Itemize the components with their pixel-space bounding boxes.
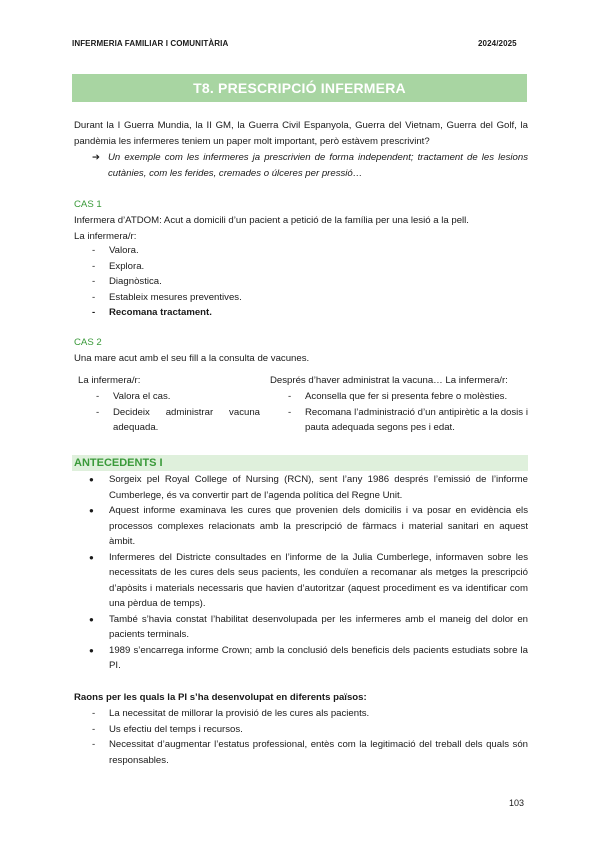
list-item: - Aconsella que fer si presenta febre o molèsties. — [270, 389, 528, 405]
list-item: ● També s’havia constat l’habilitat desenvolupada per les infermeres amb el maneig del dolor en pacients terminals. — [74, 612, 528, 643]
list-item: - Recomana l’administració d’un antipirètic a la dosis i pauta adequada segons pes i edat. — [270, 405, 528, 436]
list-item: - Valora el cas. — [78, 389, 260, 405]
raons-list — [74, 706, 528, 768]
list-item: ● Infermeres del Districte consultades en l’informe de la Julia Cumberlege, informaven sobre les necessitats de les cures dels seus pacients, les conduïen a recomanar als metges la prescripció d’apòsits i materials necessaris que havien d’autoritzar (aquest procediment es va identificar com una pèrdua de temps). — [74, 550, 528, 612]
page-title: T8. PRESCRIPCIÓ INFERMERA — [193, 80, 406, 96]
list-item: ● 1989 s’encarrega informe Crown; amb la conclusió dels beneficis dels pacients estudiats sobre la PI. — [74, 643, 528, 674]
list-item: ● Sorgeix pel Royal College of Nursing (RCN), sent l’any 1986 després l’emissió de l’informe Cumberlege, és va convertir part de l’agenda política del Regne Unit. — [74, 472, 528, 503]
running-header-right: 2024/2025 — [478, 39, 517, 48]
list-item: - Decideix administrar vacuna adequada. — [78, 405, 260, 436]
list-item: - Diagnòstica. — [74, 274, 528, 290]
antecedents-list — [74, 472, 528, 674]
title-band — [72, 74, 527, 102]
cas2-left-list — [78, 389, 260, 436]
cas2-heading: CAS 2 — [74, 337, 102, 348]
cas2-left-heading: La infermera/r: — [78, 375, 141, 386]
list-item: - Valora. — [74, 243, 528, 259]
arrow-right-icon: ➔ — [92, 152, 101, 163]
cas1-line2: La infermera/r: — [74, 231, 137, 242]
list-item: - La necessitat de millorar la provisió de les cures als pacients. — [74, 706, 528, 722]
raons-heading: Raons per les quals la PI s’ha desenvolupat en diferents països: — [74, 692, 367, 703]
cas2-right-heading: Després d’haver administrat la vacuna… La infermera/r: — [270, 375, 508, 386]
cas1-heading: CAS 1 — [74, 199, 102, 210]
cas1-list — [74, 243, 528, 321]
cas1-line1: Infermera d’ATDOM: Acut a domicili d’un pacient a petició de la família per una lesió a la pell. — [74, 215, 469, 226]
antecedents-heading: ANTECEDENTS I — [74, 457, 163, 469]
list-item: - Necessitat d’augmentar l’estatus professional, entès com la legitimació del treball dels quals són responsables. — [74, 737, 528, 768]
intro-arrow-text: Un exemple com les infermeres ja prescrivien de forma independent; tractament de les lesions cutànies, com les ferides, cremades o úlceres per pressió… — [108, 152, 528, 179]
running-header-left: INFERMERIA FAMILIAR I COMUNITÀRIA — [72, 39, 229, 48]
list-item: - Us efectiu del temps i recursos. — [74, 722, 528, 738]
list-item: - Estableix mesures preventives. — [74, 290, 528, 306]
cas2-line1: Una mare acut amb el seu fill a la consulta de vacunes. — [74, 353, 310, 364]
list-item: - Explora. — [74, 259, 528, 275]
intro-paragraph: Durant la I Guerra Mundia, la II GM, la Guerra Civil Espanyola, Guerra del Vietnam, Guerra del Golf, la pandèmia les infermeres teniem un paper molt important, però estàvem prescrivint? — [74, 120, 528, 147]
page-number: 103 — [509, 798, 525, 808]
intro-arrow-note — [92, 150, 528, 182]
cas2-right-list — [270, 389, 528, 436]
list-item: - Recomana tractament. — [74, 305, 528, 321]
list-item: ● Aquest informe examinava les cures que provenien dels domicilis i va posar en evidència els processos complexes relacionats amb la prescripció de fàrmacs i material sanitari en aquest àmbit. — [74, 503, 528, 550]
